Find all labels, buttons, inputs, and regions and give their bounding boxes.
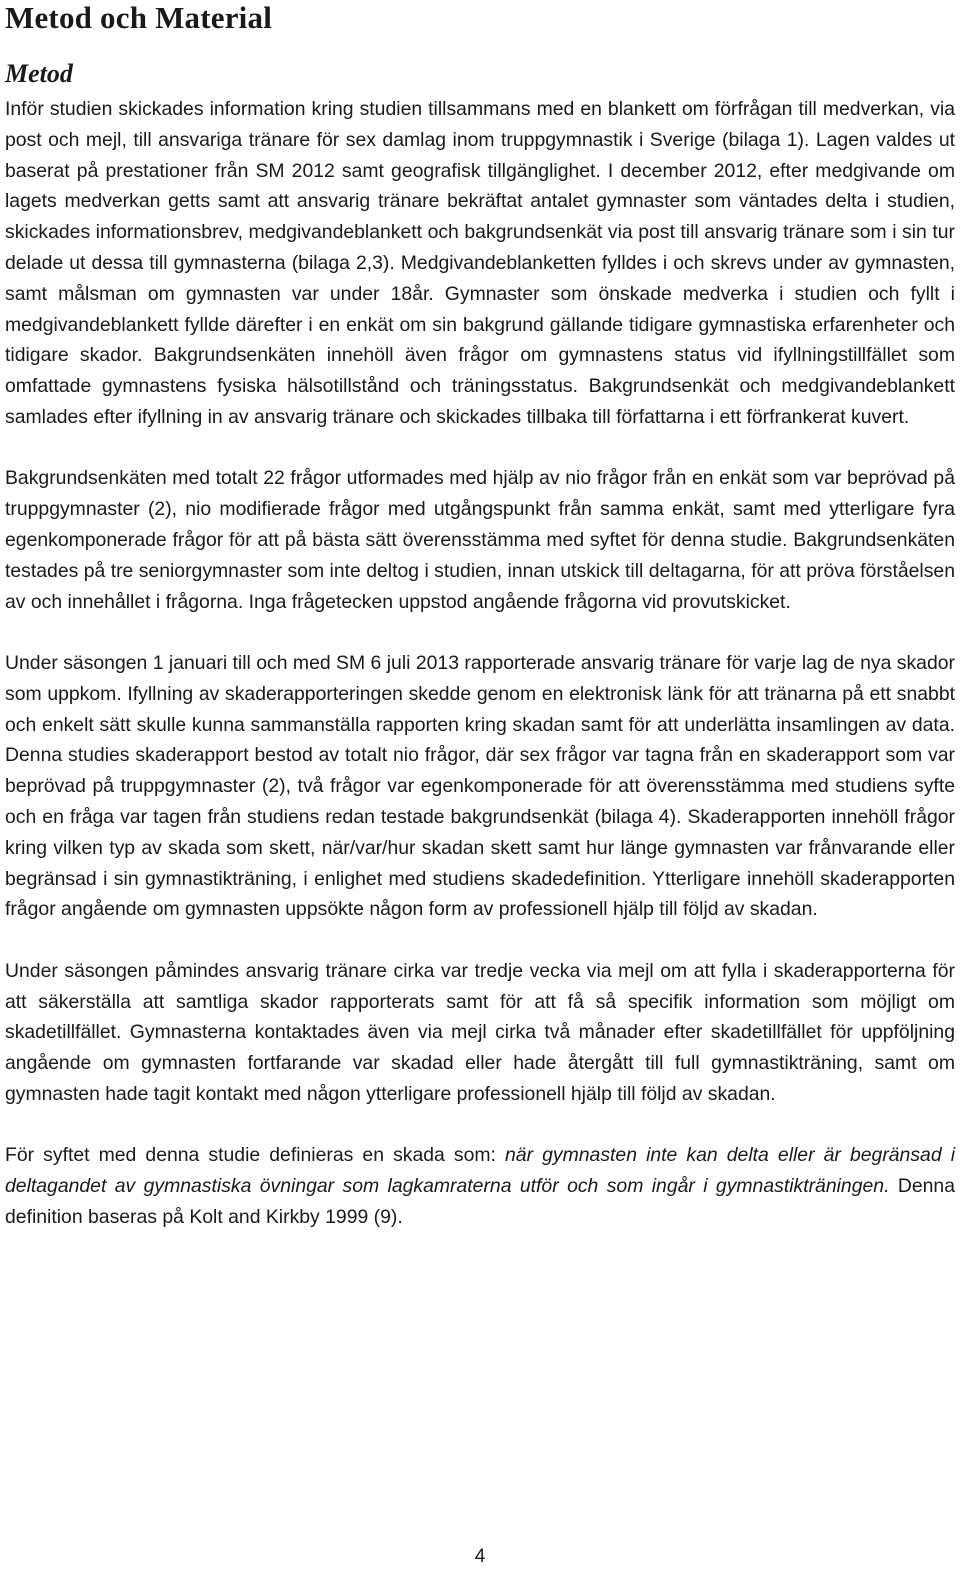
paragraph-2: Bakgrundsenkäten med totalt 22 frågor utformades med hjälp av nio frågor från en enkät som var beprövad på truppgymnaster (2), nio modifierade frågor med utgångspunkt från samma enkät, samt med ytterligare fyra egenkomponerade frågor för att på bästa sätt överensstämma med syftet för denna studie. Bakgrundsenkäten testades på tre seniorgymnaster som inte deltog i studien, innan utskick till deltagarna, för att pröva förståelsen av och innehållet i frågorna. Inga frågetecken uppstod angående frågorna vid provutskicket.	[5, 467, 955, 613]
paragraph-4: Under säsongen påmindes ansvarig tränare cirka var tredje vecka via mejl om att fylla i skaderapporterna för att säkerställa att samtliga skador rapporterats samt för att få så specifik information som möjligt om skadetillfället. Gymnasterna kontaktades även via mejl cirka två månader efter skadetillfället för uppföljning angående om gymnasten fortfarande var skadad eller hade återgått till full gymnastikträning, samt om gymnasten hade tagit kontakt med någon ytterligare professionell hjälp till följd av skadan.	[5, 959, 955, 1105]
subsection-heading: Metod	[5, 59, 73, 88]
definition-source: Denna definition baseras på Kolt and Kirkby 1999 (9).	[5, 1175, 955, 1228]
page-number: 4	[474, 1546, 486, 1567]
document-page	[5, 0, 955, 1263]
paragraph-3: Under säsongen 1 januari till och med SM 6 juli 2013 rapporterade ansvarig tränare för varje lag de nya skador som uppkom. Ifyllning av skaderapporteringen skedde genom en elektronisk länk för att tränarna på ett snabbt och enkelt sätt skulle kunna sammanställa rapporten kring skadan samt för att underlätta insamlingen av data. Denna studies skaderapport bestod av totalt nio frågor, där sex frågor var tagna från en skaderapport som var beprövad på truppgymnaster (2), två frågor var egenkomponerade för att överensstämma med studiens syfte och en fråga var tagen från studiens redan testade bakgrundsenkät (bilaga 4). Skaderapporten innehöll frågor kring vilken typ av skada som skett, när/var/hur skadan skett samt hur länge gymnasten var frånvarande eller begränsad i sin gymnastikträning, i enlighet med studiens skadedefinition. Ytterligare innehöll skaderapporten frågor angående om gymnasten uppsökte någon form av professionell hjälp till följd av skadan.	[5, 651, 955, 921]
section-heading: Metod och Material	[5, 0, 273, 35]
definition-quote: när gymnasten inte kan delta eller är begränsad i deltagandet av gymnastiska övningar som lagkamraterna utför och som ingår i gymnastikträningen.	[5, 1144, 956, 1198]
paragraph-1: Inför studien skickades information kring studien tillsammans med en blankett om förfrågan till medverkan, via post och mejl, till ansvariga tränare för sex damlag inom truppgymnastik i Sverige (bilaga 1). Lagen valdes ut baserat på prestationer från SM 2012 samt geografisk tillgänglighet. I december 2012, efter medgivande om lagets medverkan getts samt att ansvarig tränare bekräftat antalet gymnaster som väntades delta i studien, skickades informationsbrev, medgivandeblankett och bakgrundsenkät via post till ansvarig tränare som i sin tur delade ut dessa till gymnasterna (bilaga 2,3). Medgivandeblanketten fylldes i och skrevs under av gymnasten, samt målsman om gymnasten var under 18år. Gymnaster som önskade medverka i studien och fyllt i medgivandeblankett fyllde därefter i en enkät om sin bakgrund gällande tidigare gymnastiska erfarenheter och tidigare skador. Bakgrundsenkäten innehöll även frågor om gymnastens status vid ifyllningstillfället som omfattade gymnastens fysiska hälsotillstånd och träningsstatus. Bakgrundsenkät och medgivandeblankett samlades efter ifyllning in av ansvarig tränare och skickades tillbaka till författarna i ett förfrankerat kuvert.	[5, 98, 955, 428]
definition-intro: För syftet med denna studie definieras en skada som:	[5, 1144, 506, 1167]
paragraph-definition	[5, 1140, 955, 1232]
